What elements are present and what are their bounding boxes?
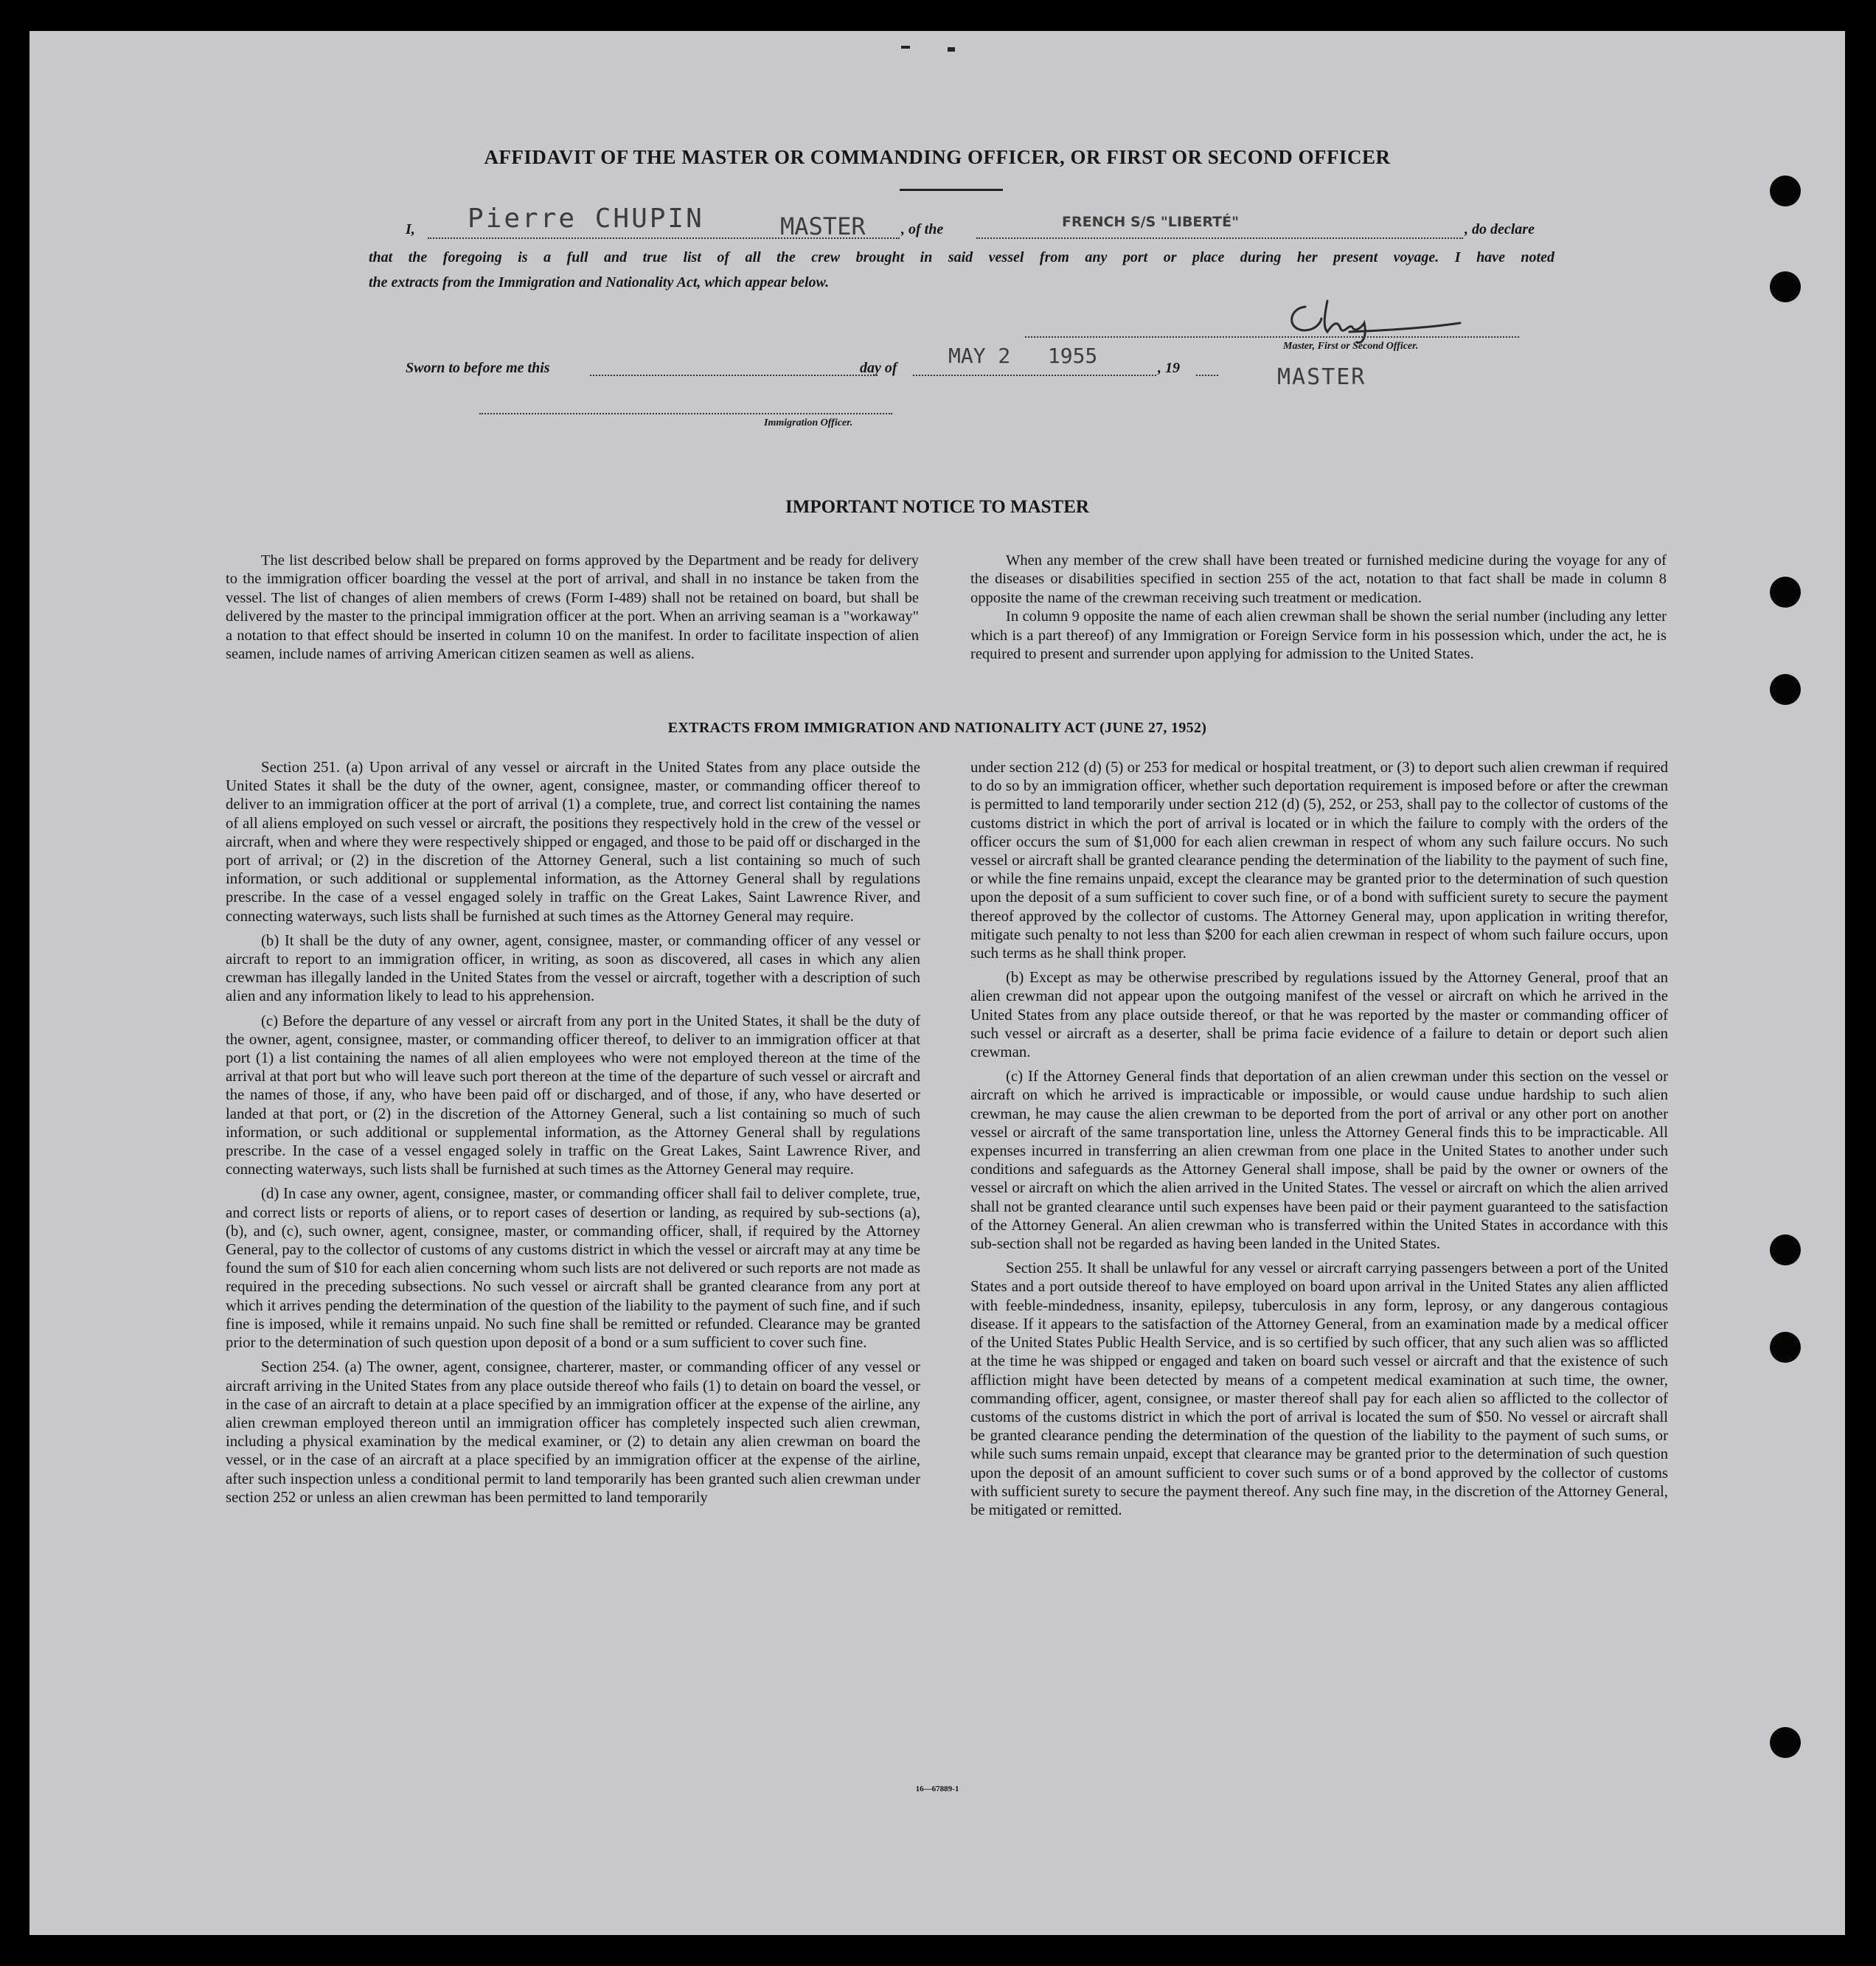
notice-paragraph: When any member of the crew shall have been treated or furnished medicine during the voyage for any of the diseases or disabilities specified in section 255 of the act, notation to that fact shall be made in column 8 opposite the name of the crewman receiving such treatment or medication. (970, 552, 1667, 606)
date-stamp: MAY 2 1955 (948, 344, 1098, 368)
immigration-officer-label: Immigration Officer. (764, 417, 853, 428)
of-the-label: , of the (901, 221, 944, 237)
title-rule (900, 189, 1003, 191)
notice-right-column (970, 552, 1667, 670)
binder-hole (1770, 176, 1801, 206)
section-254-b: (b) Except as may be otherwise prescribed by regulations issued by the Attorney General, proof that an alien crewman did not appear upon the outgoing manifest of the vessel or aircraft on which he arrived in the United States from any place outside thereof, or that he was reported by the master or commanding officer of such vessel or aircraft as a deserter, shall be prima facie evidence of a failure to detain or deport such alien crewman. (970, 969, 1668, 1061)
notice-title: IMPORTANT NOTICE TO MASTER (785, 497, 1089, 517)
document-page (29, 31, 1845, 1935)
binder-hole (1770, 271, 1801, 302)
year-line (1196, 375, 1218, 376)
rank-stamp: MASTER (780, 212, 866, 240)
section-254-a-continued: under section 212 (d) (5) or 253 for medical or hospital treatment, or (3) to deport such alien crewman if required to do so by an immigration officer, whether such deportation requirement is imposed before or after the crewman is permitted to land temporarily under section 212 (d) (5), 252, or 253, shall pay to the collector of customs of the customs district in which the port of arrival is located or in which the failure to comply with the orders of the officer occurs the sum of $1,000 for each alien crewman in respect of whom any such failure occurs. No such vessel or aircraft shall be granted clearance pending the determination of the liability to the payment of such fine, or while the fine remains unpaid, except the clearance may be granted prior to the determination of such question upon the deposit of a sum sufficient to cover such fine, or of a bond with sufficient surety to secure the payment thereof approved by the collector of customs. The Attorney General may, upon application in writing therefor, mitigate such penalty to not less than $200 for each alien crewman in respect of whom such failure occurs, upon such terms as he shall think proper. (970, 759, 1668, 962)
section-251-d: (d) In case any owner, agent, consignee, master, or commanding officer shall fail to deliver complete, true, and correct lists or reports of aliens, or to report cases of desertion or landing, as required by sub-sections (a), (b), and (c), such owner, agent, consignee, master, or commanding officer, shall, if required by the Attorney General, pay to the collector of customs of any customs district in which the vessel or aircraft may at any time be found the sum of $10 for each alien concerning whom such lists are not delivered or such reports are not made as required in the preceding subsections. No such vessel or aircraft shall be granted clearance from any port at which it arrives pending the determination of the question of the liability to the payment of such fine, and if such fine is imposed, while it remains unpaid. No such fine shall be remitted or refunded. Clearance may be granted prior to the determination of such question upon deposit of a bond or a sum sufficient to cover such fine. (226, 1185, 920, 1352)
section-254-a: Section 254. (a) The owner, agent, consignee, charterer, master, or commanding officer of any vessel or aircraft arriving in the United States from any place outside thereof who fails (1) to detain on board the vessel, or in the case of an aircraft to detain at a place specified by an immigration officer at the expense of the airline, any alien crewman employed thereon until an immigration officer has completely inspected such alien crewman, including a physical examination by the medical examiner, or (2) to detain any alien crewman on board the vessel, or in the case of an aircraft at a place specified by an immigration officer at the expense of the airline, after such inspection unless a conditional permit to land temporarily has been granted such alien crewman under section 252 or unless an alien crewman has been permitted to land temporarily (226, 1358, 920, 1506)
do-declare-label: , do declare (1465, 221, 1535, 237)
extracts-title: EXTRACTS FROM IMMIGRATION AND NATIONALITY ACT (JUNE 27, 1952) (667, 720, 1207, 736)
binder-hole (1770, 1234, 1801, 1265)
day-of-label: day of (860, 360, 897, 376)
section-255: Section 255. It shall be unlawful for any vessel or aircraft carrying passengers between a port of the United States and a port outside thereof to have employed on board upon arrival in the United States any alien afflicted with feeble-mindedness, insanity, epilepsy, tuberculosis in any form, leprosy, or any dangerous contagious disease. If it appears to the satisfaction of the Attorney General, from an examination made by a medical officer of the United States Public Health Service, and is so certified by such officer, that any such alien was so afflicted at the time he was shipped or engaged and taken on board such vessel or aircraft and that the existence of such affliction might have been detected by means of a competent medical examination at such time, the owner, commanding officer, agent, consignee, or master thereof shall pay for each alien so afflicted to the collector of customs of the customs district in which the port of arrival is located the sum of $50. No vessel or aircraft shall be granted clearance pending the determination of the question of the liability to the payment of such sums, or while such sums remain unpaid, except that clearance may be granted prior to the determination of such question upon the deposit of an amount sufficient to cover such sums or of a bond approved by the collector of customs with sufficient surety to secure the payment thereof. Any such fine may, in the discretion of the Attorney General, be mitigated or remitted. (970, 1260, 1668, 1518)
scan-speck (948, 47, 955, 52)
extracts-right-column (970, 758, 1668, 1525)
notice-paragraph: In column 9 opposite the name of each alien crewman shall be shown the serial number (including any letter which is a part thereof) of any Immigration or Foreign Service form in his possession which, under the act, he is required to present and surrender upon applying for admission to the United States. (970, 608, 1667, 663)
binder-hole (1770, 1332, 1801, 1363)
i-label: I, (406, 221, 415, 237)
binder-hole (1770, 577, 1801, 608)
notice-paragraph: The list described below shall be prepared on forms approved by the Department and be ready for delivery to the immigration officer boarding the vessel at the port of arrival, and shall in no instance be taken from the vessel. The list of changes of alien members of crews (Form I-489) shall not be retained on board, but shall be delivered by the master to the principal immigration officer at the port. When an arriving seaman is a "workaway" a notation to that effect should be inserted in column 10 on the manifest. In order to facilitate inspection of alien seamen, include names of arriving American citizen seamen as well as aliens. (226, 552, 919, 663)
form-number: 16—67889-1 (915, 1785, 959, 1793)
sworn-month-line (913, 375, 1156, 376)
binder-hole (1770, 674, 1801, 705)
section-251-a: Section 251. (a) Upon arrival of any vessel or aircraft in the United States from any place outside the United States it shall be the duty of the owner, agent, consignee, master, or commanding officer thereof to deliver to an immigration officer at the port of arrival (1) a complete, true, and correct list containing the names of all aliens employed on such vessel or aircraft, the positions they respectively hold in the crew of the vessel or aircraft, when and where they were respectively shipped or engaged, and those to be paid off or discharged in the port of arrival; or (2) in the discretion of the Attorney General, such a list containing so much of such information, or such additional or supplemental information, as the Attorney General shall by regulations prescribe. In the case of a vessel engaged solely in traffic on the Great Lakes, Saint Lawrence River, and connecting waterways, such lists shall be furnished at such times as the Attorney General may require. (226, 759, 920, 925)
section-254-c: (c) If the Attorney General finds that deportation of an alien crewman under this section on the vessel or aircraft on which he arrived is impracticable or impossible, or would cause undue hardship to such alien crewman, he may cause the alien crewman to be deported from the port of arrival or any other port on another vessel or aircraft of the same transportation line, unless the Attorney General finds this to be impracticable. All expenses incurred in transferring an alien crewman from one place in the United States to another under such conditions and safeguards as the Attorney General shall impose, shall be paid by the owner or owners of the vessel or aircraft on which the alien arrived in the United States. The vessel or aircraft on which the alien arrived shall not be granted clearance until such expenses have been paid or their payment guaranteed to the satisfaction of the Attorney General. An alien crewman who is transferred within the United States in accordance with this sub-section shall not be regarded as having been landed in the United States. (970, 1068, 1668, 1253)
section-251-c: (c) Before the departure of any vessel or aircraft from any port in the United States, it shall be the duty of the owner, agent, consignee, master, or commanding officer thereof, to deliver to an immigration officer at that port (1) a list containing the names of all alien employees who were not employed thereon at the time of the arrival at that port but who will leave such port thereon at the time of the departure of such vessel or aircraft and the names of those, if any, who have been paid off or discharged, and of those, if any, who have deserted or landed at that port, or (2) in the discretion of the Attorney General, such a list containing so much of such information, or such additional or supplemental information, as the Attorney General shall by regulations prescribe. In the case of a vessel engaged solely in traffic on the Great Lakes, Saint Lawrence River, and connecting waterways, such lists shall be furnished at such times as the Attorney General may require. (226, 1012, 920, 1178)
signature-rank-stamp: MASTER (1277, 364, 1366, 390)
signature-label: Master, First or Second Officer. (1283, 341, 1419, 352)
affidavit-title: AFFIDAVIT OF THE MASTER OR COMMANDING OFFICER, OR FIRST OR SECOND OFFICER (484, 146, 1391, 168)
extracts-left-column (226, 758, 920, 1512)
notice-left-column (226, 552, 919, 670)
sworn-label: Sworn to before me this (406, 360, 550, 376)
declaration-line-2: the extracts from the Immigration and Nationality Act, which appear below. (369, 274, 830, 291)
immigration-officer-line (479, 413, 892, 414)
scan-speck (901, 46, 910, 49)
declaration-line-1: that the foregoing is a full and true list of all the crew brought in said vessel from any port or place during her present voyage. I have noted (369, 249, 1554, 265)
vessel-stamp: FRENCH S/S "LIBERTÉ" (1062, 214, 1240, 230)
vessel-line (976, 237, 1463, 239)
section-251-b: (b) It shall be the duty of any owner, agent, consignee, master, or commanding officer of any vessel or aircraft to report to an immigration officer, in writing, as soon as discovered, all cases in which any alien crewman has illegally landed in the United States from the vessel or aircraft, together with a description of such alien and any information likely to lead to his apprehension. (226, 931, 920, 1005)
sworn-day-line (590, 375, 878, 376)
master-name-stamp: Pierre CHUPIN (468, 204, 704, 234)
signature-line (1025, 336, 1519, 338)
binder-hole (1770, 1727, 1801, 1758)
year-label: , 19 (1158, 360, 1180, 376)
